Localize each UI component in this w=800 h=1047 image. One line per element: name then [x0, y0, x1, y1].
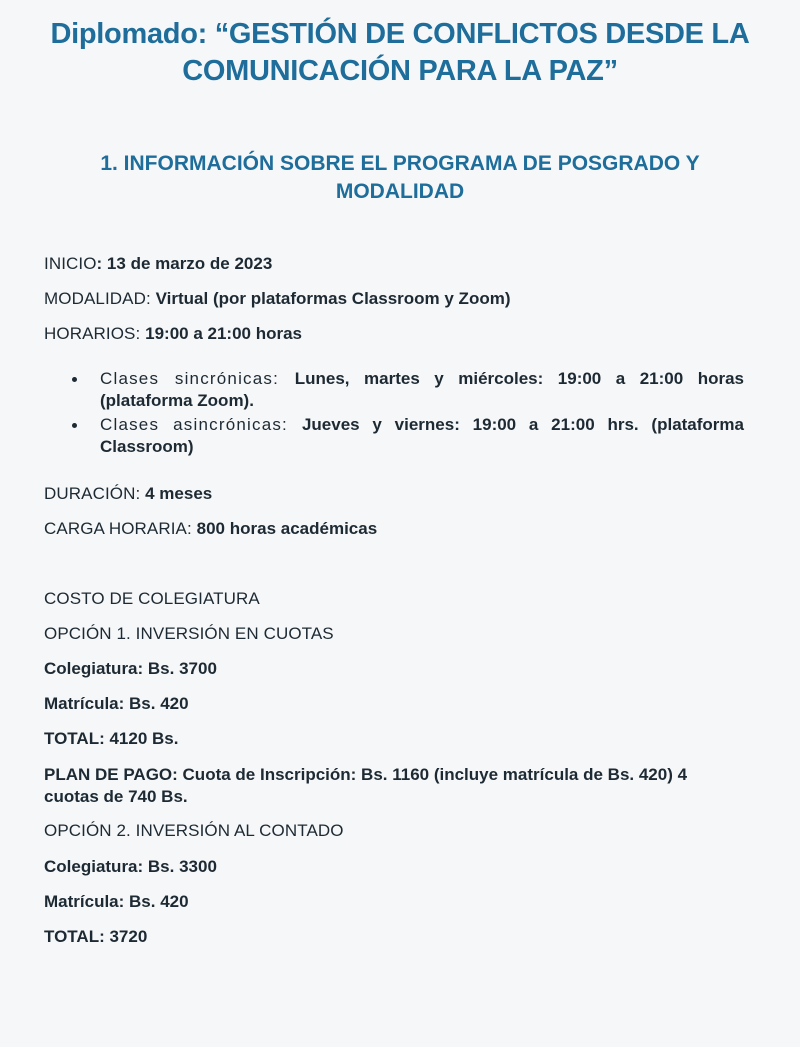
- inicio-label: INICIO: [44, 254, 97, 273]
- carga-label: CARGA HORARIA:: [44, 519, 197, 538]
- info-duracion: [44, 483, 754, 505]
- horarios-value: 19:00 a 21:00 horas: [145, 324, 303, 343]
- carga-value: 800 horas académicas: [196, 519, 378, 538]
- info-inicio: [44, 253, 754, 275]
- list-item: [60, 368, 744, 412]
- bullet-icon: [72, 423, 77, 428]
- option1-total: TOTAL: 4120 Bs.: [44, 729, 179, 748]
- list-item: [60, 414, 744, 458]
- duracion-value: 4 meses: [145, 484, 213, 503]
- option1-plan-pago: [44, 764, 744, 808]
- horarios-label: HORARIOS:: [44, 324, 146, 343]
- modalidad-label: MODALIDAD:: [44, 289, 156, 308]
- schedule-value: Jueves y viernes: 19:00 a 21:00 hrs. (plataforma Classroom): [100, 415, 744, 456]
- section-heading: 1. INFORMACIÓN SOBRE EL PROGRAMA DE POSGRADO Y MODALIDAD: [100, 152, 700, 203]
- option1-colegiatura: Colegiatura: Bs. 3700: [44, 659, 217, 678]
- option2-total: TOTAL: 3720: [44, 927, 148, 946]
- option1-matricula: Matrícula: Bs. 420: [44, 694, 189, 713]
- option2-matricula: Matrícula: Bs. 420: [44, 892, 189, 911]
- cost-heading: COSTO DE COLEGIATURA: [44, 589, 260, 608]
- modalidad-value: Virtual (por plataformas Classroom y Zoom): [155, 289, 511, 308]
- page-title: Diplomado: “GESTIÓN DE CONFLICTOS DESDE LA COMUNICACIÓN PARA LA PAZ”: [50, 18, 750, 87]
- option2-colegiatura: Colegiatura: Bs. 3300: [44, 857, 217, 876]
- option2-heading: OPCIÓN 2. INVERSIÓN AL CONTADO: [44, 821, 344, 840]
- schedule-list: [60, 368, 744, 460]
- plan-label: PLAN DE PAGO:: [44, 765, 183, 784]
- plan-value: Cuota de Inscripción: Bs. 1160 (incluye matrícula de Bs. 420) 4 cuotas de 740 Bs.: [44, 765, 688, 806]
- duracion-label: DURACIÓN:: [44, 484, 146, 503]
- schedule-label: Clases asincrónicas:: [100, 415, 302, 434]
- bullet-icon: [72, 377, 77, 382]
- info-horarios: [44, 323, 754, 345]
- info-modalidad: [44, 288, 754, 310]
- option1-heading: OPCIÓN 1. INVERSIÓN EN CUOTAS: [44, 624, 334, 643]
- inicio-value: : 13 de marzo de 2023: [96, 254, 273, 273]
- schedule-value: Lunes, martes y miércoles: 19:00 a 21:00 horas (plataforma Zoom).: [100, 369, 744, 410]
- info-carga-horaria: [44, 518, 754, 540]
- schedule-label: Clases sincrónicas:: [100, 369, 295, 388]
